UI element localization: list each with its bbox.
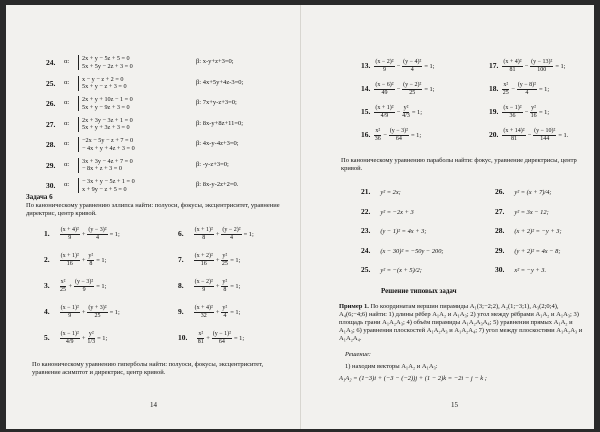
fraction-numerator: (x − 1)² [60, 305, 79, 311]
fraction-numerator: (x + 1)² [375, 105, 394, 111]
fraction-denominator: 36 [374, 136, 381, 142]
equation-number: 4. [44, 306, 50, 316]
equation-number: 25. [361, 265, 371, 274]
fraction-numerator: y² [403, 105, 409, 111]
fraction-numerator: (x − 2)² [194, 279, 213, 285]
equation-body: y² = (x + 7)/4; [514, 189, 552, 196]
beta-plane: β: 4x-y-4z+3=0; [196, 140, 239, 147]
fraction [530, 59, 553, 74]
beta-plane: β: 4x+5y+4z-3=0; [196, 78, 244, 86]
equation-body: y² = 3x − 12; [514, 208, 549, 216]
fraction [194, 279, 214, 294]
system-number: 24. [46, 58, 56, 67]
equation-rhs: = 1; [424, 85, 435, 93]
fraction-denominator: 8 [202, 235, 206, 241]
equation-rhs: = 1; [109, 308, 120, 316]
fraction-numerator: (x + 4)² [503, 59, 522, 65]
equation-number: 21. [361, 187, 371, 196]
system-line: 2x + y − 5z + 5 = 0 [82, 55, 130, 62]
fraction [60, 279, 67, 294]
fraction [60, 331, 80, 346]
system-line: 5x + y − 9z + 3 = 0 [82, 103, 130, 111]
plus-sign: + [81, 334, 86, 342]
minus-sign: − [396, 62, 401, 70]
system-number: 26. [46, 99, 56, 108]
book-spread [6, 5, 594, 429]
equation-rhs: = 1; [538, 85, 550, 93]
equation-number: 2. [44, 254, 50, 264]
hyperbola-equation [361, 105, 422, 120]
system-of-equations [78, 137, 135, 152]
plus-sign: + [215, 256, 220, 264]
fraction-numerator: x² [198, 331, 204, 337]
plus-sign: + [81, 308, 86, 316]
fraction-denominator: 32 [200, 313, 207, 319]
fraction-denominator: 9 [68, 313, 72, 319]
fraction-numerator: (x + 4)² [60, 227, 79, 233]
plus-sign: + [68, 282, 73, 290]
system-line: x − y − z + 2 = 0 [82, 75, 124, 83]
alpha-label: α: [64, 99, 70, 106]
equation-rhs: = 1; [109, 230, 120, 238]
equation-rhs: = 1; [411, 108, 423, 116]
example-paragraph [339, 303, 585, 343]
alpha-label: α: [64, 160, 70, 168]
fraction [402, 59, 422, 74]
equation-number: 27. [495, 206, 505, 216]
system-line: 5x + y − z + 3 = 0 [82, 83, 127, 91]
plus-sign: + [215, 230, 220, 238]
system-number: 29. [46, 160, 56, 170]
fraction-denominator: 25 [221, 261, 228, 267]
equation-number: 30. [495, 265, 505, 274]
fraction-numerator: (y − 13)² [531, 59, 553, 65]
fraction [194, 305, 214, 320]
equation-number: 28. [495, 226, 505, 235]
equation-rhs: = 1; [230, 308, 241, 316]
fraction-denominator: 1/3 [87, 339, 96, 345]
fraction-numerator: (y − 3)² [75, 279, 94, 285]
system-line: x + 9y − z + 5 = 0 [82, 185, 127, 193]
equation-number: 15. [361, 106, 371, 116]
alpha-label: α: [64, 58, 70, 65]
minus-sign: − [396, 108, 401, 116]
hyperbola-equation [361, 128, 421, 143]
equation-number: 8. [178, 280, 184, 290]
fraction-denominator: 64 [395, 136, 402, 142]
equation-number: 3. [44, 280, 50, 290]
task-text: По каноническому уравнению эллипса найти: полуоси, фокусы, эксцентриситет, уравнение директрис, центр кривой. [26, 202, 280, 217]
fraction [374, 82, 394, 97]
equation-number: 14. [361, 83, 371, 93]
fraction [221, 253, 228, 268]
beta-plane: β: 7x+y-z+3=0; [196, 99, 237, 106]
page-number: 15 [451, 401, 458, 409]
parabola-equation [361, 226, 426, 235]
solution-step-1: 1) находим векторы A₁A₂ и A₁A₃: [345, 363, 438, 370]
parabola-equation [361, 265, 422, 274]
ellipse-equation [178, 331, 244, 346]
parabola-equation [495, 187, 552, 196]
fraction-numerator: (y − 8)² [517, 82, 536, 88]
system-number: 27. [46, 119, 56, 129]
system-number: 25. [46, 78, 56, 88]
fraction-denominator: 25 [502, 90, 509, 96]
fraction [221, 227, 241, 242]
equation-body: y² = −2x + 3 [380, 208, 414, 216]
fraction-denominator: 4 [410, 67, 414, 73]
fraction-numerator: x² [60, 279, 66, 285]
hyperbola-equation [489, 82, 549, 97]
minus-sign: − [396, 85, 401, 93]
equation-number: 29. [495, 245, 505, 255]
fraction-numerator: (y − 1)² [212, 331, 231, 337]
solution-label: Решение: [345, 351, 371, 358]
minus-sign: − [524, 108, 529, 116]
system-line: 2x + 3y − 3z + 1 = 0 [82, 116, 133, 124]
plus-sign: + [81, 230, 86, 238]
fraction [502, 105, 522, 120]
task-title: Задача 6 [26, 193, 53, 201]
fraction-numerator: (x − 2)² [375, 59, 394, 65]
fraction [197, 331, 204, 346]
fraction-denominator: 9 [68, 235, 72, 241]
hyperbola-task-text: По каноническому уравнению гиперболы найти: полуоси, фокусы, эксцентриситет, уравнение асимптот и директрис, центр кривой. [32, 361, 264, 376]
fraction-numerator: y² [531, 105, 536, 111]
fraction-numerator: x² [375, 128, 381, 134]
fraction [221, 279, 228, 294]
beta-plane: β: -y-z+3=0; [196, 160, 229, 168]
solution-step-1-equation: A₁A₂ = (1−3)i + (−3 − (−2))j + (1 − 2)k = −2i − j − k ; [339, 375, 487, 382]
fraction-numerator: (x + 14)² [503, 128, 525, 134]
parabola-equation [361, 207, 414, 216]
fraction-denominator: 81 [509, 67, 516, 73]
fraction [74, 279, 94, 294]
fraction-numerator: (y − 2)² [403, 82, 422, 88]
ellipse-equation [44, 305, 120, 320]
equation-number: 22. [361, 206, 371, 216]
fraction-denominator: 25 [60, 287, 67, 293]
equation-number: 20. [489, 129, 499, 139]
system-line: − 4x + y + 4z + 3 = 0 [82, 144, 135, 152]
system-line: 2x + y + 10z − 1 = 0 [82, 96, 133, 103]
equation-body: (x + 2)² = −y + 3; [514, 228, 562, 235]
fraction [87, 253, 94, 268]
fraction-numerator: (x − 1)² [60, 331, 79, 337]
beta-plane: β: x-y+z+3=0; [196, 58, 234, 65]
fraction-denominator: 81 [197, 339, 204, 345]
ellipse-equation [178, 227, 254, 242]
fraction-denominator: 9 [382, 67, 386, 73]
equation-rhs: = 1; [96, 256, 107, 264]
fraction-denominator: 4 [96, 235, 100, 241]
fraction-denominator: 4/9 [380, 113, 389, 119]
hyperbola-equation [489, 59, 566, 74]
system-line: − 3x + y − 5z + 1 = 0 [82, 178, 135, 185]
beta-plane: β: 8x-y-2z+2=0. [196, 181, 239, 188]
beta-plane: β: 8x-y+8z+11=0; [196, 119, 244, 127]
fraction-denominator: 16 [66, 261, 73, 267]
parabola-equation [361, 187, 401, 196]
ellipse-equation [178, 253, 240, 268]
minus-sign: − [527, 131, 532, 139]
fraction-denominator: 81 [510, 136, 517, 142]
equation-number: 17. [489, 60, 499, 70]
hyperbola-equation [361, 82, 435, 97]
equation-rhs: = 1; [97, 334, 108, 342]
fraction [402, 105, 410, 120]
fraction-denominator: 8 [223, 287, 227, 293]
equation-number: 9. [178, 306, 184, 316]
example-label: Пример 1. [339, 303, 369, 310]
equation-number: 6. [178, 228, 184, 238]
equation-number: 10. [178, 332, 188, 342]
fraction-numerator: (y − 4)² [403, 59, 422, 65]
fraction-numerator: (x + 2)² [194, 253, 213, 259]
equation-number: 26. [495, 187, 505, 196]
equation-body: x² = −y + 3. [514, 267, 547, 274]
alpha-label: α: [64, 78, 70, 86]
equation-rhs: = 1; [538, 108, 550, 116]
fraction-numerator: y² [88, 253, 94, 259]
fraction [212, 331, 232, 346]
fraction-denominator: 4 [230, 235, 234, 241]
fraction-numerator: (x − 6)² [375, 82, 394, 88]
equation-body: y² = −(x + 5)/2; [380, 267, 422, 274]
fraction [502, 59, 522, 74]
fraction-denominator: 100 [537, 67, 547, 73]
system-line: − 8x + z + 3 = 0 [82, 165, 122, 173]
parabola-equation [495, 226, 562, 235]
system-line: 3x + 3y − 4z + 7 = 0 [82, 157, 133, 165]
alpha-label: α: [64, 181, 70, 188]
fraction [87, 305, 107, 320]
equation-number: 1. [44, 228, 50, 238]
fraction-numerator: y² [222, 253, 228, 259]
fraction [221, 305, 228, 320]
fraction-denominator: 25 [94, 313, 101, 319]
equation-body: (x − 30)² = −50y − 200; [380, 247, 444, 255]
equation-rhs: = 1. [558, 131, 569, 139]
system-of-equations [78, 76, 127, 91]
equation-rhs: = 1; [230, 256, 241, 264]
parabola-equation [495, 265, 546, 274]
fraction-numerator: (x + 4)² [194, 305, 213, 311]
plus-sign: + [81, 256, 86, 264]
fraction-denominator: 144 [540, 136, 550, 142]
system-number: 30. [46, 181, 56, 190]
equation-rhs: = 1; [233, 334, 245, 342]
fraction-numerator: (y − 10)² [534, 128, 556, 134]
fraction-denominator: 25 [409, 90, 416, 96]
page-number: 14 [150, 401, 157, 409]
fraction-numerator: y² [222, 279, 228, 285]
ellipse-equation [44, 253, 106, 268]
fraction [87, 331, 95, 346]
fraction [530, 105, 537, 120]
parabola-task-text: По каноническому уравнению параболы найти: фокус, уравнение директрисы, центр кривой. [341, 157, 577, 172]
fraction [502, 128, 525, 143]
ellipse-equation [178, 279, 240, 294]
system-of-equations [78, 117, 133, 132]
plus-sign: + [206, 334, 210, 342]
fraction-denominator: 4 [525, 90, 529, 96]
solutions-heading: Решение типовых задач [381, 287, 457, 295]
equation-rhs: = 1; [230, 282, 241, 290]
fraction-numerator: (x + 1)² [194, 227, 213, 233]
fraction-denominator: 4 [223, 313, 227, 319]
system-of-equations [78, 96, 133, 111]
fraction [194, 227, 214, 242]
alpha-label: α: [64, 140, 70, 147]
equation-number: 24. [361, 245, 371, 255]
equation-number: 16. [361, 129, 371, 139]
fraction-numerator: x² [503, 82, 509, 88]
fraction-numerator: y² [222, 305, 228, 311]
fraction-numerator: (x + 1)² [60, 253, 79, 259]
fraction-numerator: (x − 1)² [503, 105, 522, 111]
equation-rhs: = 1; [96, 282, 107, 290]
fraction [374, 128, 381, 143]
fraction [87, 227, 107, 242]
system-of-equations [78, 55, 133, 70]
plus-sign: + [215, 308, 220, 316]
equation-body: (y + 2)² = 4x − 8; [514, 247, 561, 255]
system-line: 5x + 5y − 2z + 3 = 0 [82, 62, 133, 70]
system-line: 5x + y + 3z + 3 = 0 [82, 124, 130, 132]
system-line: −2x − 5y − z + 7 = 0 [82, 137, 134, 144]
system-number: 28. [46, 140, 56, 149]
fraction [533, 128, 556, 143]
fraction-denominator: 9 [202, 287, 206, 293]
equation-number: 18. [489, 83, 499, 93]
equation-body: (y − 1)² = 4x + 3; [380, 228, 427, 235]
equation-rhs: = 1; [410, 131, 422, 139]
right-page [300, 5, 595, 429]
fraction [517, 82, 537, 97]
alpha-label: α: [64, 119, 70, 127]
minus-sign: − [524, 62, 529, 70]
fraction [402, 82, 422, 97]
ellipse-equation [44, 331, 107, 346]
fraction [60, 305, 80, 320]
ellipse-equation [44, 227, 120, 242]
fraction-denominator: 49 [381, 90, 388, 96]
ellipse-equation [178, 305, 240, 320]
fraction-denominator: 4/3 [402, 113, 410, 119]
equation-rhs: = 1; [424, 62, 435, 70]
equation-number: 13. [361, 60, 371, 70]
fraction [374, 59, 394, 74]
equation-rhs: = 1; [555, 62, 566, 70]
plus-sign: + [215, 282, 220, 290]
fraction-numerator: (y − 3)² [389, 128, 408, 134]
fraction-numerator: (y + 3)² [88, 305, 107, 311]
parabola-equation [495, 207, 549, 216]
hyperbola-equation [361, 59, 435, 74]
fraction-denominator: 4/9 [65, 339, 74, 345]
parabola-equation [495, 246, 560, 255]
parabola-equation [361, 246, 444, 255]
system-of-equations [78, 178, 135, 193]
fraction-denominator: 64 [218, 339, 225, 345]
fraction-denominator: 16 [530, 113, 537, 119]
fraction-denominator: 36 [509, 113, 516, 119]
system-of-equations [78, 158, 133, 173]
fraction-denominator: 9 [82, 287, 86, 293]
fraction-numerator: y² [88, 331, 94, 337]
fraction [194, 253, 214, 268]
minus-sign: − [511, 85, 515, 93]
fraction-denominator: 8 [89, 261, 93, 267]
equation-rhs: = 1; [243, 230, 254, 238]
ellipse-equation [44, 279, 106, 294]
fraction-numerator: (y − 3)² [88, 227, 107, 233]
example-text: По координатам вершин пирамиды A₁(3;−2;2), A₂(1;−3;1), A₃(2;0;4), A₄(6;−4;6) найти: 1) длины рёбер A₁A₂ и A₁A₃; 2) угол между рёбрами A₁A₂ и A₁A₃; 3) площадь грани A₁A₂A₃; 4) объём пирамиды A₁A₂A₃A₄; 5) уравнения прямых A₁A₂ и A₁A₃; 6) уравнения плоскостей A₁A₂A₃ и A₁A₂A₄; 7) угол между плоскостями A₁A₂A₃ и A₁A₂A₄. [339, 303, 583, 342]
equation-number: 7. [178, 254, 184, 264]
equation-number: 5. [44, 332, 50, 342]
fraction [374, 105, 394, 120]
fraction-denominator: 16 [200, 261, 207, 267]
equation-number: 23. [361, 226, 371, 235]
fraction [60, 253, 80, 268]
fraction [389, 128, 409, 143]
equation-number: 19. [489, 106, 499, 116]
left-page [6, 5, 300, 429]
minus-sign: − [383, 131, 387, 139]
fraction-numerator: (y − 2)² [222, 227, 241, 233]
equation-body: y² = 2x; [380, 189, 401, 196]
hyperbola-equation [489, 105, 549, 120]
fraction [502, 82, 509, 97]
hyperbola-equation [489, 128, 568, 143]
fraction [60, 227, 80, 242]
